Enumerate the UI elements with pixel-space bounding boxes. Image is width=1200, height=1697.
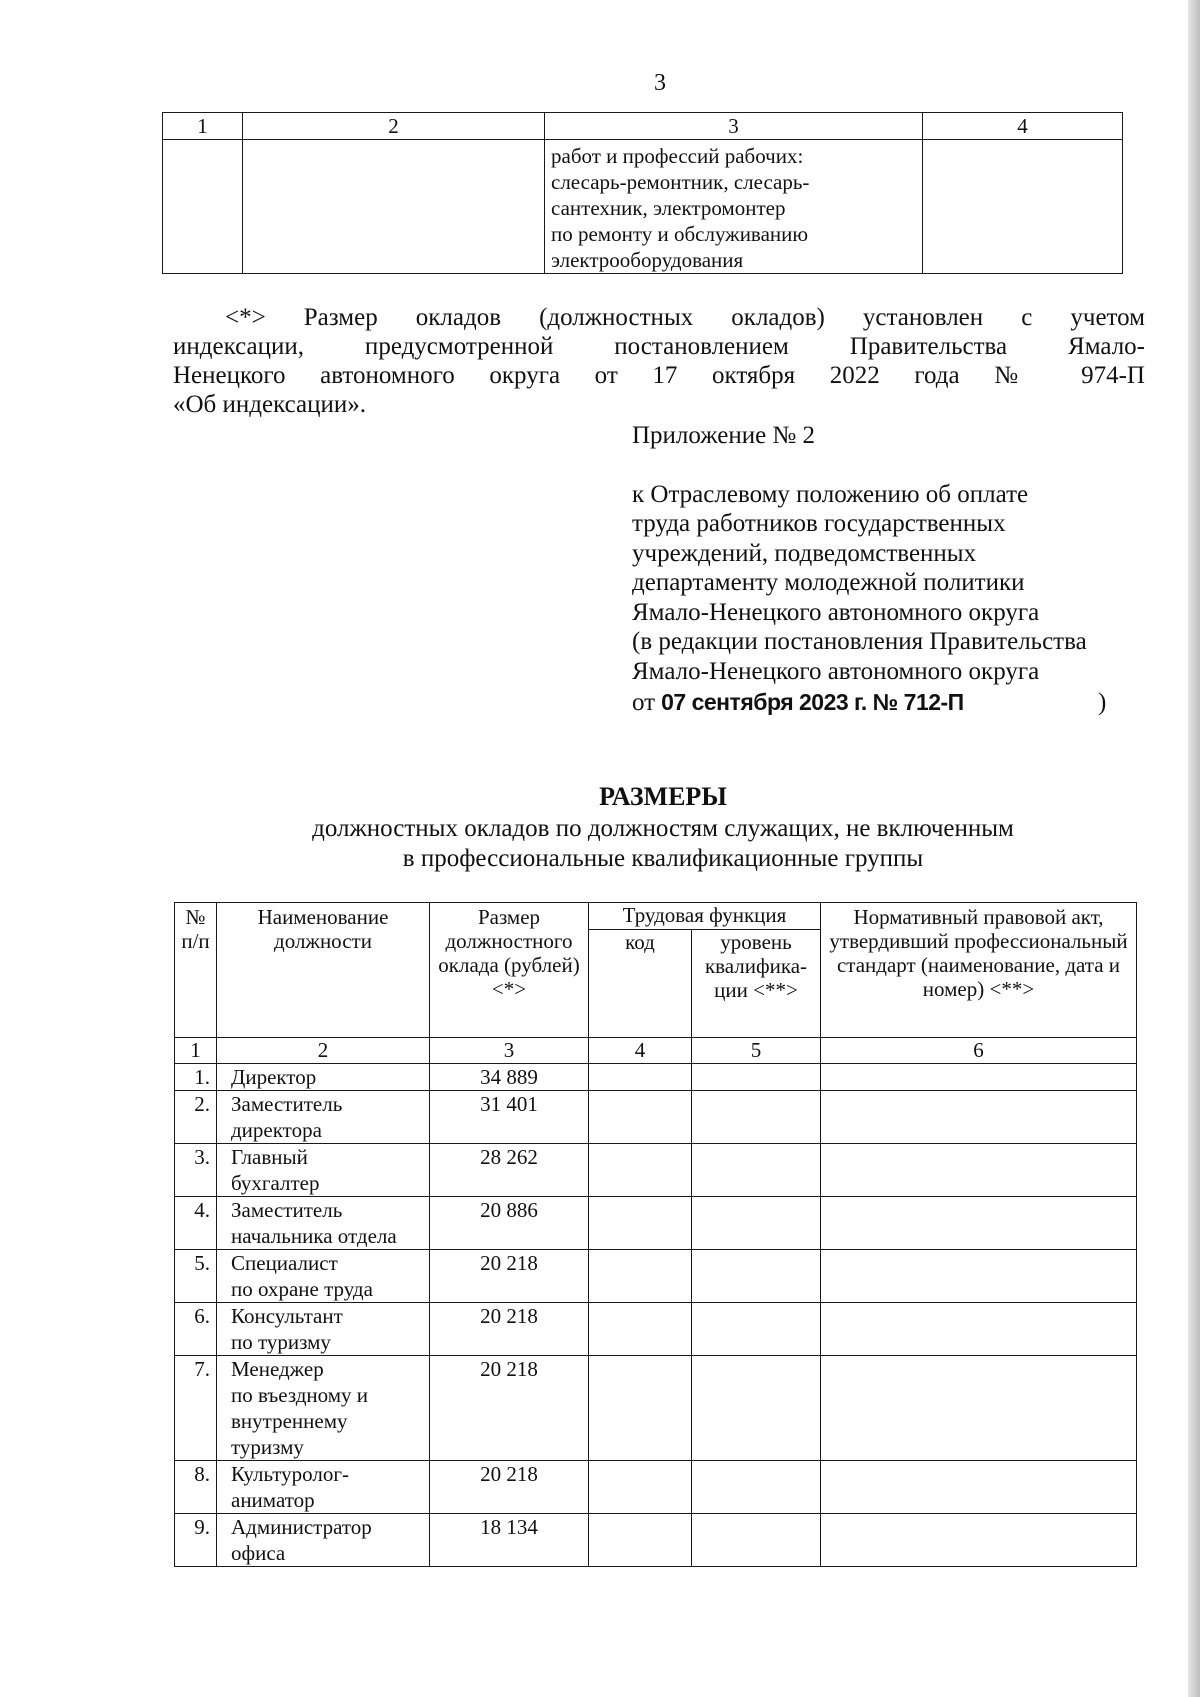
column-number-row <box>175 1038 1137 1064</box>
column-number: 4 <box>589 1038 692 1064</box>
table-cell <box>821 1514 1137 1567</box>
table-cell <box>692 1091 821 1144</box>
position-name <box>217 1461 430 1514</box>
table-cell <box>692 1356 821 1461</box>
column-number: 1 <box>175 1038 217 1064</box>
column-number: 6 <box>821 1038 1137 1064</box>
continuation-table <box>162 112 1123 274</box>
table-cell <box>692 1197 821 1250</box>
name-line: Директор <box>231 1065 317 1089</box>
name-line: аниматор <box>231 1488 315 1512</box>
header-level: уровень квалифика-ции <**> <box>692 930 821 1038</box>
appendix-line: к Отраслевому положению об оплате <box>632 480 1029 508</box>
name-line: Заместитель <box>231 1092 343 1116</box>
column-number: 5 <box>692 1038 821 1064</box>
page-number: 3 <box>654 70 666 96</box>
subtitle-line: в профессиональные квалификационные группы <box>402 845 924 872</box>
scan-edge <box>1188 0 1200 1697</box>
footnote-line: индексации, предусмотренной постановлением Правительства Ямало- <box>173 333 1145 360</box>
table-cell <box>589 1514 692 1567</box>
date-value: 07 сентября 2023 г. № 712-П <box>661 689 964 715</box>
table-cell <box>692 1064 821 1091</box>
table-cell <box>821 1064 1137 1091</box>
table-row <box>175 1144 1137 1197</box>
appendix-line: Ямало-Ненецкого автономного округа <box>632 598 1040 626</box>
table-cell <box>821 1197 1137 1250</box>
position-name <box>217 1514 430 1567</box>
name-line: Администратор <box>231 1515 372 1539</box>
subtitle-line: должностных окладов по должностям служащих, не включенным <box>312 815 1014 842</box>
header-code: код <box>589 930 692 1038</box>
table-cell <box>589 1303 692 1356</box>
date-suffix: ) <box>1098 689 1107 716</box>
name-line: туризму <box>231 1435 304 1459</box>
position-name <box>217 1197 430 1250</box>
position-name <box>217 1303 430 1356</box>
table-cell <box>821 1250 1137 1303</box>
text-line: слесарь-ремонтник, слесарь- <box>551 170 810 194</box>
name-line: бухгалтер <box>231 1171 320 1195</box>
continuation-text <box>545 140 923 274</box>
footnote-line: «Об индексации». <box>173 391 367 418</box>
appendix-title: Приложение № 2 <box>632 422 816 449</box>
appendix-line: труда работников государственных <box>632 510 1006 537</box>
table-cell <box>821 1303 1137 1356</box>
name-line: Главный <box>231 1145 308 1169</box>
table-cell <box>692 1250 821 1303</box>
table-cell <box>692 1144 821 1197</box>
row-number: 9. <box>175 1514 217 1567</box>
text-line: сантехник, электромонтер <box>551 196 786 220</box>
header-cell: 2 <box>243 113 545 140</box>
row-number: 1. <box>175 1064 217 1091</box>
name-line: Консультант <box>231 1304 343 1328</box>
table-row <box>175 1303 1137 1356</box>
table-header-row <box>163 113 1123 140</box>
table-row <box>175 1091 1137 1144</box>
footnote <box>173 303 1145 419</box>
date-prefix: от <box>632 689 656 716</box>
row-number: 6. <box>175 1303 217 1356</box>
name-line: Заместитель <box>231 1198 343 1222</box>
table-row <box>175 1250 1137 1303</box>
name-line: по охране труда <box>231 1277 373 1301</box>
salary-value: 20 218 <box>430 1461 589 1514</box>
footnote-line: <*> Размер окладов (должностных окладов) установлен с учетом <box>225 304 1145 331</box>
table-header-row <box>175 903 1137 930</box>
salary-table <box>174 902 1137 1567</box>
row-number: 5. <box>175 1250 217 1303</box>
document-title: РАЗМЕРЫ <box>599 782 727 811</box>
header-salary: Размер должностного оклада (рублей) <*> <box>430 903 589 1038</box>
table-cell <box>692 1303 821 1356</box>
table-row <box>163 140 1123 274</box>
header-act: Нормативный правовой акт, утвердивший профессиональный стандарт (наименование, дата и номер) <**> <box>821 903 1137 1038</box>
salary-value: 20 218 <box>430 1356 589 1461</box>
position-name <box>217 1144 430 1197</box>
table-cell <box>692 1461 821 1514</box>
table-cell <box>163 140 243 274</box>
table-cell <box>821 1461 1137 1514</box>
position-name <box>217 1250 430 1303</box>
appendix-header <box>632 421 1152 718</box>
table-row <box>175 1461 1137 1514</box>
table-row <box>175 1356 1137 1461</box>
name-line: Культуролог- <box>231 1462 349 1486</box>
table-cell <box>821 1091 1137 1144</box>
name-line: внутреннему <box>231 1409 348 1433</box>
salary-value: 20 218 <box>430 1250 589 1303</box>
text-line: работ и профессий рабочих: <box>551 144 804 168</box>
appendix-date-line <box>632 688 1152 718</box>
table-row <box>175 1514 1137 1567</box>
header-cell: 1 <box>163 113 243 140</box>
row-number: 2. <box>175 1091 217 1144</box>
table-cell <box>589 1197 692 1250</box>
appendix-line: Ямало-Ненецкого автономного округа <box>632 657 1040 685</box>
table-cell <box>589 1064 692 1091</box>
row-number: 7. <box>175 1356 217 1461</box>
table-cell <box>923 140 1123 274</box>
salary-value: 28 262 <box>430 1144 589 1197</box>
salary-value: 34 889 <box>430 1064 589 1091</box>
name-line: директора <box>231 1118 322 1142</box>
appendix-line: (в редакции постановления Правительства <box>632 628 1087 655</box>
row-number: 4. <box>175 1197 217 1250</box>
header-cell: 3 <box>545 113 923 140</box>
table-cell <box>821 1144 1137 1197</box>
position-name <box>217 1091 430 1144</box>
table-cell <box>589 1250 692 1303</box>
header-function: Трудовая функция <box>589 903 821 930</box>
text-line: по ремонту и обслуживанию <box>551 222 809 246</box>
header-cell: 4 <box>923 113 1123 140</box>
name-line: начальника отдела <box>231 1224 397 1248</box>
document-subtitle <box>250 814 1076 874</box>
salary-value: 18 134 <box>430 1514 589 1567</box>
row-number: 8. <box>175 1461 217 1514</box>
table-cell <box>243 140 545 274</box>
name-line: Специалист <box>231 1251 338 1275</box>
table-cell <box>821 1356 1137 1461</box>
position-name <box>217 1356 430 1461</box>
salary-value: 31 401 <box>430 1091 589 1144</box>
appendix-line: департаменту молодежной политики <box>632 569 1025 596</box>
salary-value: 20 218 <box>430 1303 589 1356</box>
text-line: электрооборудования <box>551 248 744 272</box>
row-number: 3. <box>175 1144 217 1197</box>
table-cell <box>692 1514 821 1567</box>
table-cell <box>589 1091 692 1144</box>
name-line: Менеджер <box>231 1357 324 1381</box>
table-cell <box>589 1144 692 1197</box>
position-name <box>217 1064 430 1091</box>
header-num: № п/п <box>175 903 217 1038</box>
table-cell <box>589 1461 692 1514</box>
name-line: офиса <box>231 1541 286 1565</box>
footnote-line: Ненецкого автономного округа от 17 октября 2022 года № 974-П <box>173 362 1145 389</box>
salary-value: 20 886 <box>430 1197 589 1250</box>
name-line: по въездному и <box>231 1383 369 1407</box>
column-number: 3 <box>430 1038 589 1064</box>
name-line: по туризму <box>231 1330 331 1354</box>
table-row <box>175 1064 1137 1091</box>
appendix-line: учреждений, подведомственных <box>632 539 977 567</box>
table-cell <box>589 1356 692 1461</box>
table-row <box>175 1197 1137 1250</box>
column-number: 2 <box>217 1038 430 1064</box>
header-name: Наименование должности <box>217 903 430 1038</box>
